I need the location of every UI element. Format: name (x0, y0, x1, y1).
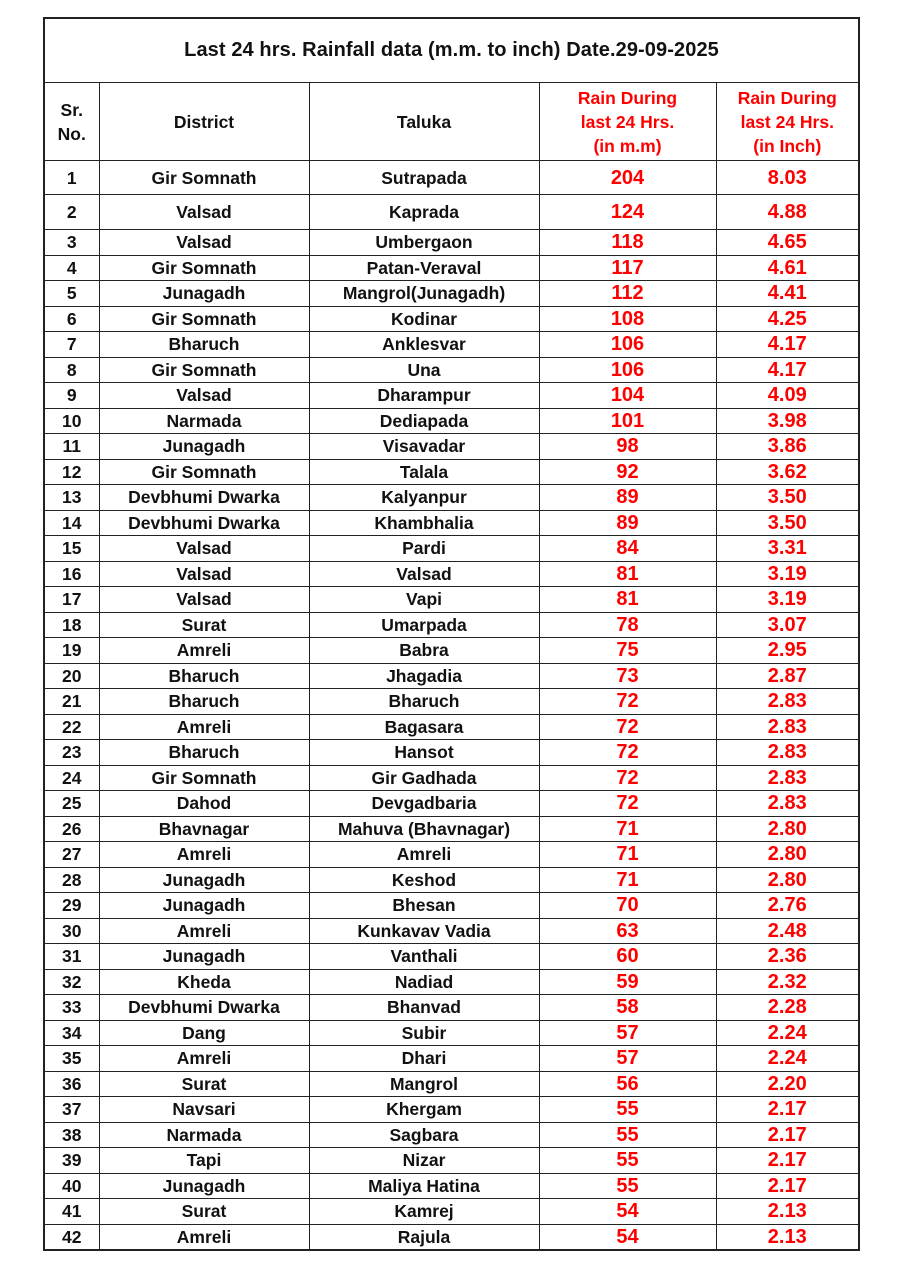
cell-taluka: Dhari (309, 1046, 539, 1072)
header-sr-line-2: No. (57, 123, 86, 144)
header-rain-inch-line-1: Rain During (737, 87, 837, 108)
cell-rain-mm: 92 (539, 459, 716, 485)
cell-district: Amreli (99, 842, 309, 868)
cell-district: Amreli (99, 638, 309, 664)
cell-taluka: Vanthali (309, 944, 539, 970)
cell-district: Amreli (99, 1046, 309, 1072)
header-sr-line-1: Sr. (60, 99, 83, 120)
header-rain-inch-line-2: last 24 Hrs. (740, 111, 834, 132)
cell-sr-no: 30 (44, 918, 99, 944)
cell-taluka: Talala (309, 459, 539, 485)
table-row (44, 1071, 859, 1097)
cell-taluka: Valsad (309, 561, 539, 587)
table-row (44, 1097, 859, 1123)
cell-taluka: Khergam (309, 1097, 539, 1123)
cell-sr-no: 34 (44, 1020, 99, 1046)
cell-rain-mm: 55 (539, 1148, 716, 1174)
cell-sr-no: 2 (44, 195, 99, 230)
cell-taluka: Una (309, 357, 539, 383)
cell-district: Devbhumi Dwarka (99, 510, 309, 536)
cell-rain-inch: 2.80 (716, 816, 859, 842)
cell-sr-no: 14 (44, 510, 99, 536)
table-row (44, 893, 859, 919)
cell-rain-mm: 72 (539, 765, 716, 791)
cell-district: Bharuch (99, 689, 309, 715)
cell-district: Valsad (99, 195, 309, 230)
table-row (44, 944, 859, 970)
cell-district: Surat (99, 612, 309, 638)
cell-taluka: Devgadbaria (309, 791, 539, 817)
cell-taluka: Mangrol(Junagadh) (309, 281, 539, 307)
cell-district: Devbhumi Dwarka (99, 995, 309, 1021)
table-row (44, 195, 859, 230)
cell-taluka: Umbergaon (309, 230, 539, 256)
cell-sr-no: 6 (44, 306, 99, 332)
cell-sr-no: 27 (44, 842, 99, 868)
cell-rain-inch: 4.25 (716, 306, 859, 332)
cell-rain-mm: 81 (539, 561, 716, 587)
cell-sr-no: 33 (44, 995, 99, 1021)
table-row (44, 536, 859, 562)
cell-rain-inch: 3.19 (716, 587, 859, 613)
cell-rain-mm: 78 (539, 612, 716, 638)
cell-sr-no: 40 (44, 1173, 99, 1199)
cell-taluka: Bhesan (309, 893, 539, 919)
header-sr-no (44, 83, 99, 161)
cell-rain-mm: 71 (539, 867, 716, 893)
cell-rain-mm: 60 (539, 944, 716, 970)
cell-rain-mm: 54 (539, 1224, 716, 1250)
cell-rain-inch: 4.17 (716, 357, 859, 383)
cell-rain-inch: 2.32 (716, 969, 859, 995)
cell-sr-no: 36 (44, 1071, 99, 1097)
cell-rain-mm: 73 (539, 663, 716, 689)
cell-rain-inch: 3.86 (716, 434, 859, 460)
cell-district: Gir Somnath (99, 357, 309, 383)
cell-district: Gir Somnath (99, 306, 309, 332)
cell-taluka: Nizar (309, 1148, 539, 1174)
cell-taluka: Mahuva (Bhavnagar) (309, 816, 539, 842)
cell-taluka: Vapi (309, 587, 539, 613)
table-row (44, 1173, 859, 1199)
cell-rain-mm: 59 (539, 969, 716, 995)
cell-taluka: Rajula (309, 1224, 539, 1250)
cell-rain-mm: 70 (539, 893, 716, 919)
cell-sr-no: 29 (44, 893, 99, 919)
cell-district: Amreli (99, 1224, 309, 1250)
cell-sr-no: 37 (44, 1097, 99, 1123)
table-title: Last 24 hrs. Rainfall data (m.m. to inch) Date.29-09-2025 (44, 18, 859, 83)
cell-rain-inch: 3.62 (716, 459, 859, 485)
cell-taluka: Bharuch (309, 689, 539, 715)
cell-sr-no: 16 (44, 561, 99, 587)
table-row (44, 740, 859, 766)
header-rain-mm-line-3: (in m.m) (593, 135, 662, 156)
cell-sr-no: 12 (44, 459, 99, 485)
cell-rain-inch: 3.07 (716, 612, 859, 638)
table-row (44, 161, 859, 195)
cell-sr-no: 1 (44, 161, 99, 195)
cell-district: Bharuch (99, 332, 309, 358)
table-row (44, 663, 859, 689)
cell-rain-inch: 3.19 (716, 561, 859, 587)
cell-sr-no: 3 (44, 230, 99, 256)
rainfall-table (43, 17, 860, 1251)
cell-rain-inch: 4.09 (716, 383, 859, 409)
cell-district: Gir Somnath (99, 255, 309, 281)
cell-rain-mm: 55 (539, 1097, 716, 1123)
cell-rain-inch: 2.13 (716, 1224, 859, 1250)
cell-rain-inch: 2.83 (716, 740, 859, 766)
table-row (44, 1122, 859, 1148)
cell-district: Dang (99, 1020, 309, 1046)
cell-rain-mm: 57 (539, 1020, 716, 1046)
table-row (44, 995, 859, 1021)
cell-taluka: Patan-Veraval (309, 255, 539, 281)
cell-rain-mm: 71 (539, 816, 716, 842)
cell-rain-mm: 54 (539, 1199, 716, 1225)
header-rain-inch-line-3: (in Inch) (753, 135, 822, 156)
cell-district: Valsad (99, 536, 309, 562)
cell-rain-inch: 2.28 (716, 995, 859, 1021)
cell-rain-inch: 2.17 (716, 1148, 859, 1174)
cell-rain-mm: 106 (539, 332, 716, 358)
cell-rain-inch: 3.31 (716, 536, 859, 562)
cell-sr-no: 10 (44, 408, 99, 434)
cell-rain-mm: 75 (539, 638, 716, 664)
cell-taluka: Bagasara (309, 714, 539, 740)
table-row (44, 230, 859, 256)
cell-rain-inch: 4.17 (716, 332, 859, 358)
cell-district: Gir Somnath (99, 765, 309, 791)
cell-rain-mm: 106 (539, 357, 716, 383)
table-row (44, 587, 859, 613)
cell-taluka: Kunkavav Vadia (309, 918, 539, 944)
header-taluka: Taluka (309, 83, 539, 161)
cell-district: Navsari (99, 1097, 309, 1123)
cell-district: Junagadh (99, 893, 309, 919)
cell-district: Bhavnagar (99, 816, 309, 842)
cell-district: Narmada (99, 408, 309, 434)
table-row (44, 510, 859, 536)
cell-taluka: Kodinar (309, 306, 539, 332)
cell-district: Bharuch (99, 740, 309, 766)
table-row (44, 485, 859, 511)
table-row (44, 1224, 859, 1250)
cell-sr-no: 24 (44, 765, 99, 791)
cell-rain-mm: 55 (539, 1173, 716, 1199)
table-row (44, 434, 859, 460)
cell-taluka: Bhanvad (309, 995, 539, 1021)
cell-rain-mm: 104 (539, 383, 716, 409)
cell-district: Amreli (99, 918, 309, 944)
cell-rain-mm: 57 (539, 1046, 716, 1072)
cell-sr-no: 5 (44, 281, 99, 307)
cell-taluka: Babra (309, 638, 539, 664)
cell-rain-mm: 84 (539, 536, 716, 562)
cell-rain-inch: 4.41 (716, 281, 859, 307)
cell-rain-inch: 2.80 (716, 867, 859, 893)
table-row (44, 1046, 859, 1072)
cell-sr-no: 15 (44, 536, 99, 562)
cell-district: Valsad (99, 383, 309, 409)
cell-rain-inch: 2.24 (716, 1020, 859, 1046)
cell-taluka: Khambhalia (309, 510, 539, 536)
cell-rain-inch: 2.17 (716, 1122, 859, 1148)
cell-rain-mm: 124 (539, 195, 716, 230)
cell-district: Bharuch (99, 663, 309, 689)
cell-district: Surat (99, 1071, 309, 1097)
table-row (44, 459, 859, 485)
cell-district: Kheda (99, 969, 309, 995)
cell-sr-no: 7 (44, 332, 99, 358)
cell-sr-no: 25 (44, 791, 99, 817)
cell-rain-mm: 72 (539, 689, 716, 715)
cell-taluka: Hansot (309, 740, 539, 766)
cell-rain-inch: 2.83 (716, 765, 859, 791)
table-row (44, 867, 859, 893)
cell-taluka: Mangrol (309, 1071, 539, 1097)
cell-sr-no: 8 (44, 357, 99, 383)
cell-sr-no: 4 (44, 255, 99, 281)
cell-district: Devbhumi Dwarka (99, 485, 309, 511)
cell-sr-no: 20 (44, 663, 99, 689)
cell-rain-mm: 89 (539, 485, 716, 511)
cell-rain-mm: 89 (539, 510, 716, 536)
cell-rain-inch: 3.50 (716, 485, 859, 511)
cell-sr-no: 38 (44, 1122, 99, 1148)
table-row (44, 1199, 859, 1225)
cell-rain-mm: 118 (539, 230, 716, 256)
table-body (44, 161, 859, 1251)
cell-sr-no: 31 (44, 944, 99, 970)
cell-rain-inch: 4.61 (716, 255, 859, 281)
table-row (44, 816, 859, 842)
cell-rain-inch: 2.17 (716, 1097, 859, 1123)
cell-taluka: Gir Gadhada (309, 765, 539, 791)
table-row (44, 357, 859, 383)
cell-district: Gir Somnath (99, 161, 309, 195)
cell-rain-inch: 2.48 (716, 918, 859, 944)
cell-taluka: Kaprada (309, 195, 539, 230)
header-rain-mm-line-2: last 24 Hrs. (580, 111, 675, 132)
cell-rain-mm: 63 (539, 918, 716, 944)
cell-taluka: Subir (309, 1020, 539, 1046)
cell-sr-no: 41 (44, 1199, 99, 1225)
cell-sr-no: 17 (44, 587, 99, 613)
cell-district: Narmada (99, 1122, 309, 1148)
cell-rain-inch: 3.98 (716, 408, 859, 434)
cell-district: Valsad (99, 230, 309, 256)
cell-rain-inch: 2.76 (716, 893, 859, 919)
cell-rain-inch: 2.24 (716, 1046, 859, 1072)
cell-district: Dahod (99, 791, 309, 817)
table-row (44, 408, 859, 434)
cell-rain-inch: 2.36 (716, 944, 859, 970)
cell-rain-inch: 2.20 (716, 1071, 859, 1097)
cell-taluka: Keshod (309, 867, 539, 893)
cell-rain-inch: 3.50 (716, 510, 859, 536)
header-rain-inch (716, 83, 859, 161)
cell-sr-no: 22 (44, 714, 99, 740)
cell-sr-no: 18 (44, 612, 99, 638)
cell-rain-mm: 101 (539, 408, 716, 434)
table-row (44, 714, 859, 740)
cell-taluka: Amreli (309, 842, 539, 868)
cell-rain-inch: 2.17 (716, 1173, 859, 1199)
cell-rain-mm: 98 (539, 434, 716, 460)
cell-sr-no: 11 (44, 434, 99, 460)
cell-rain-mm: 55 (539, 1122, 716, 1148)
cell-district: Junagadh (99, 434, 309, 460)
cell-rain-inch: 8.03 (716, 161, 859, 195)
cell-taluka: Dharampur (309, 383, 539, 409)
cell-rain-mm: 117 (539, 255, 716, 281)
cell-rain-inch: 2.80 (716, 842, 859, 868)
table-row (44, 638, 859, 664)
cell-sr-no: 23 (44, 740, 99, 766)
cell-rain-mm: 112 (539, 281, 716, 307)
cell-rain-mm: 72 (539, 740, 716, 766)
cell-rain-inch: 4.88 (716, 195, 859, 230)
table-row (44, 842, 859, 868)
cell-rain-inch: 2.83 (716, 714, 859, 740)
cell-taluka: Anklesvar (309, 332, 539, 358)
cell-district: Junagadh (99, 281, 309, 307)
cell-district: Valsad (99, 587, 309, 613)
cell-taluka: Jhagadia (309, 663, 539, 689)
cell-rain-mm: 81 (539, 587, 716, 613)
table-row (44, 255, 859, 281)
header-rain-mm-line-1: Rain During (577, 87, 678, 108)
table-row (44, 765, 859, 791)
cell-sr-no: 26 (44, 816, 99, 842)
cell-rain-mm: 204 (539, 161, 716, 195)
table-row (44, 689, 859, 715)
cell-district: Gir Somnath (99, 459, 309, 485)
table-row (44, 612, 859, 638)
cell-district: Valsad (99, 561, 309, 587)
table-row (44, 918, 859, 944)
cell-district: Junagadh (99, 867, 309, 893)
cell-taluka: Sagbara (309, 1122, 539, 1148)
cell-district: Tapi (99, 1148, 309, 1174)
cell-rain-mm: 71 (539, 842, 716, 868)
table-row (44, 791, 859, 817)
cell-district: Junagadh (99, 944, 309, 970)
table-row (44, 383, 859, 409)
cell-rain-mm: 72 (539, 791, 716, 817)
cell-taluka: Visavadar (309, 434, 539, 460)
cell-rain-inch: 2.83 (716, 791, 859, 817)
cell-sr-no: 39 (44, 1148, 99, 1174)
cell-taluka: Kamrej (309, 1199, 539, 1225)
header-district: District (99, 83, 309, 161)
cell-sr-no: 13 (44, 485, 99, 511)
cell-rain-mm: 56 (539, 1071, 716, 1097)
cell-rain-inch: 2.95 (716, 638, 859, 664)
cell-sr-no: 19 (44, 638, 99, 664)
table-row (44, 332, 859, 358)
cell-sr-no: 21 (44, 689, 99, 715)
cell-sr-no: 9 (44, 383, 99, 409)
table-row (44, 969, 859, 995)
table-row (44, 561, 859, 587)
cell-sr-no: 32 (44, 969, 99, 995)
cell-sr-no: 42 (44, 1224, 99, 1250)
cell-rain-inch: 2.83 (716, 689, 859, 715)
cell-taluka: Maliya Hatina (309, 1173, 539, 1199)
cell-district: Surat (99, 1199, 309, 1225)
cell-rain-mm: 72 (539, 714, 716, 740)
cell-district: Amreli (99, 714, 309, 740)
cell-rain-mm: 58 (539, 995, 716, 1021)
cell-taluka: Kalyanpur (309, 485, 539, 511)
table-row (44, 281, 859, 307)
cell-taluka: Umarpada (309, 612, 539, 638)
header-rain-mm (539, 83, 716, 161)
column-header-row (44, 83, 859, 161)
cell-sr-no: 28 (44, 867, 99, 893)
cell-sr-no: 35 (44, 1046, 99, 1072)
table-row (44, 1020, 859, 1046)
cell-taluka: Dediapada (309, 408, 539, 434)
cell-taluka: Nadiad (309, 969, 539, 995)
cell-rain-inch: 2.13 (716, 1199, 859, 1225)
cell-rain-inch: 2.87 (716, 663, 859, 689)
cell-taluka: Pardi (309, 536, 539, 562)
table-row (44, 306, 859, 332)
cell-taluka: Sutrapada (309, 161, 539, 195)
table-row (44, 1148, 859, 1174)
cell-rain-inch: 4.65 (716, 230, 859, 256)
cell-rain-mm: 108 (539, 306, 716, 332)
cell-district: Junagadh (99, 1173, 309, 1199)
